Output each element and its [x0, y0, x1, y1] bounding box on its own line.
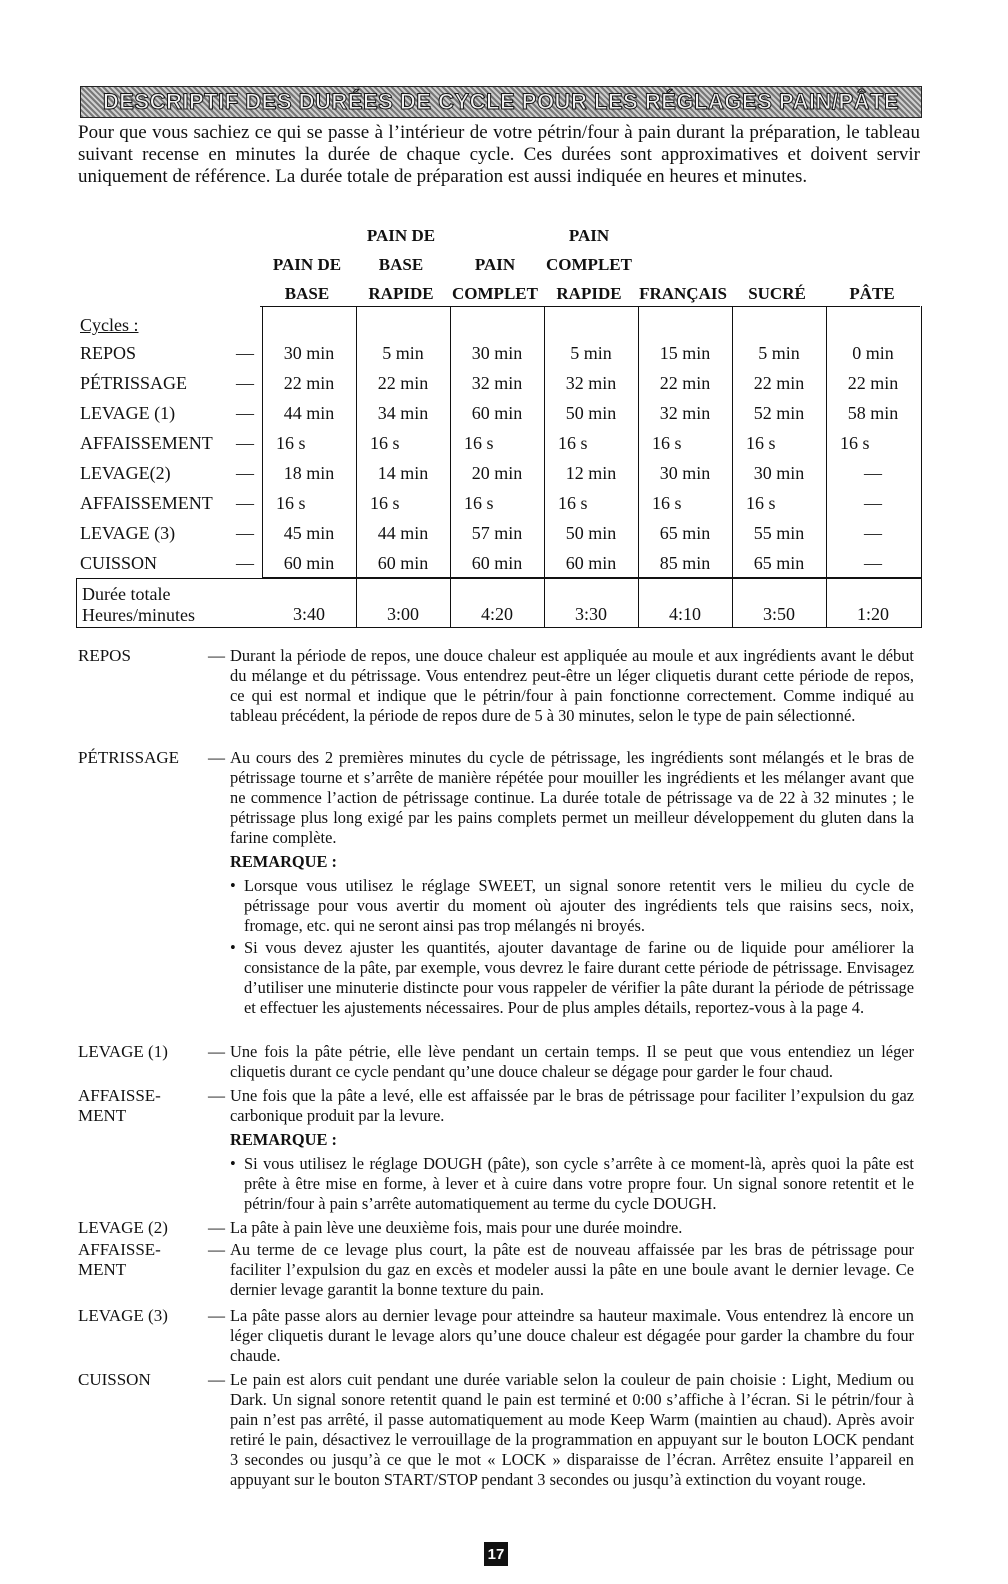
cycles-label: Cycles : — [80, 315, 139, 335]
table-row-label: LEVAGE(2) — [80, 463, 171, 483]
table-cell: 60 min — [565, 553, 617, 573]
table-cell: 30 min — [659, 463, 711, 483]
table-cell: 22 min — [753, 373, 805, 393]
table-cell: — — [864, 553, 882, 573]
table-cell: 5 min — [382, 343, 424, 363]
table-row-label: REPOS — [80, 343, 137, 363]
table-cell: 65 min — [753, 553, 805, 573]
table-cell: 32 min — [565, 373, 617, 393]
dash: — — [236, 463, 254, 483]
dash: — — [208, 646, 225, 665]
table-cell: 50 min — [565, 403, 617, 423]
desc-affaissement-1: Une fois que la pâte a levé, elle est affaissée par le bras de pétrissage pour faciliter l’expulsion du gaz carbonique produit par la levure. — [230, 1086, 914, 1125]
total-label: Durée totale Heures/minutes — [82, 584, 195, 625]
section-title-banner — [80, 86, 922, 118]
table-row-label: AFFAISSEMENT — [80, 493, 213, 513]
table-cell: 16 s — [276, 433, 306, 453]
table-cell: 16 s — [746, 433, 776, 453]
desc-petrissage: Au cours des 2 premières minutes du cycle de pétrissage, les ingrédients sont mélangés et le bras de pétrissage tourne et s’arrête de manière répétée pour mouiller les ingrédients et les mélanger avant que ne commence l’action de pétrissage continue. La durée totale de pétrissage va de 22 à 32 minutes ; le pétrissage plus long exigé par les pains complets permet un meilleur développement du gluten dans la farine complète. — [230, 748, 914, 847]
intro-paragraph: Pour que vous sachiez ce qui se passe à l’intérieur de votre pétrin/four à pain durant la préparation, le tableau suivant recense en minutes la durée de chaque cycle. Ces durées sont approximatives et doivent servir uniquement de référence. La durée totale de préparation est aussi indiquée en heures et minutes. — [78, 122, 920, 187]
header-mid-col2: BASE — [378, 255, 424, 274]
table-cell: 30 min — [753, 463, 805, 483]
table-cell: 16 s — [370, 493, 400, 513]
term-levage-1: LEVAGE (1) — [78, 1042, 168, 1061]
dash: — — [236, 433, 254, 453]
table-cell: 16 s — [746, 493, 776, 513]
section-title: DESCRIPTIF DES DURÉES DE CYCLE POUR LES RÉGLAGES PAIN/PÂTE — [102, 89, 900, 114]
table-cell: 85 min — [659, 553, 711, 573]
table-cell: 50 min — [565, 523, 617, 543]
table-cell: 22 min — [283, 373, 335, 393]
table-cell: 16 s — [652, 493, 682, 513]
table-cell: 22 min — [659, 373, 711, 393]
note-bullet-adjust: • Si vous devez ajuster les quantités, ajouter davantage de farine ou de liquide pour améliorer la consistance de la pâte, par exemple, vous devrez le faire durant cette période de pétrissage. Envisagez d’utiliser une minuterie distincte pour vous rappeler de vérifier la pâte durant la période de pétrissage et effectuer les ajustements nécessaires. Pour de plus amples détails, reportez-vous à la page 4. — [230, 938, 914, 1017]
table-row-label: AFFAISSEMENT — [80, 433, 213, 453]
table-cell: 16 s — [840, 433, 870, 453]
total-cell: 3:40 — [292, 604, 325, 624]
header-mid-col4: COMPLET — [546, 255, 632, 274]
dash: — — [208, 1042, 225, 1061]
table-cell: 22 min — [377, 373, 429, 393]
desc-cuisson: Le pain est alors cuit pendant une durée variable selon la couleur de pain choisie : Light, Medium ou Dark. Un signal sonore retentit quand le pain est terminé et 0:00 s’affiche à l’écran. Si le pétrin/four à pain n’est pas arrêté, il passe automatiquement au mode Keep Warm (maintien au chaud). Après avoir retiré le pain, désactivez le verrouillage de la programmation en appuyant sur le bouton LOCK pendant 3 secondes ou jusqu’à ce que le mot « LOCK » disparaisse de l’écran. Arrêtez ensuite l’appareil en appuyant sur le bouton START/STOP pendant 3 secondes ou jusqu’à extinction du voyant rouge. — [230, 1370, 914, 1489]
table-cell: 22 min — [847, 373, 899, 393]
total-cell: 1:20 — [856, 604, 889, 624]
table-cell: — — [864, 493, 882, 513]
header-top-col2: PAIN DE — [366, 226, 436, 245]
table-cell: 60 min — [377, 553, 429, 573]
table-cell: 57 min — [471, 523, 523, 543]
column-header: RAPIDE — [542, 284, 636, 307]
table-cell: 16 s — [464, 433, 494, 453]
table-cell: 44 min — [377, 523, 429, 543]
table-cell: 18 min — [283, 463, 335, 483]
table-cell: 34 min — [377, 403, 429, 423]
remarque-heading: REMARQUE : — [230, 1130, 337, 1149]
table-cell: 32 min — [659, 403, 711, 423]
total-cell: 4:10 — [668, 604, 701, 624]
remarque-heading: REMARQUE : — [230, 852, 337, 871]
table-cell: 16 s — [464, 493, 494, 513]
column-header: PÂTE — [824, 284, 920, 307]
note-bullet-dough: • Si vous utilisez le réglage DOUGH (pâte), son cycle s’arrête à ce moment-là, après quoi la pâte est prête à être mise en forme, à lever et à cuire dans votre propre four. Un signal sonore retentit et le pétrin/four à pain s’arrête automatiquement au terme du cycle DOUGH. — [230, 1154, 914, 1213]
column-header: COMPLET — [448, 284, 542, 307]
column-header: RAPIDE — [354, 284, 448, 307]
total-cell: 3:30 — [574, 604, 607, 624]
total-cell: 4:20 — [480, 604, 513, 624]
table-cell: 14 min — [377, 463, 429, 483]
dash: — — [208, 748, 225, 767]
total-cell: 3:00 — [386, 604, 419, 624]
table-cell: 5 min — [570, 343, 612, 363]
table-cell: 60 min — [471, 553, 523, 573]
table-cell: 58 min — [847, 403, 899, 423]
dash: — — [208, 1240, 225, 1259]
dash: — — [236, 523, 254, 543]
term-levage-3: LEVAGE (3) — [78, 1306, 168, 1325]
table-cell: 60 min — [471, 403, 523, 423]
bullet-dot: • — [230, 1154, 236, 1173]
table-cell: 45 min — [283, 523, 335, 543]
desc-repos: Durant la période de repos, une douce chaleur est appliquée au moule et aux ingrédients avant le début du mélange et du pétrissage. Vous entendrez peut-être un léger cliquetis durant cette période de repos, ce qui est normal et indique que le pétrin/four à pain fonctionne correctement. Comme indiqué au tableau précédent, la période de repos dure de 5 à 30 minutes, selon le type de pain sélectionné. — [230, 646, 914, 725]
term-affaissement-1: AFFAISSE- MENT — [78, 1086, 161, 1125]
term-repos: REPOS — [78, 646, 131, 665]
table-row-label: CUISSON — [80, 553, 158, 573]
column-header: BASE — [260, 284, 354, 307]
column-header: SUCRÉ — [730, 284, 824, 307]
term-cuisson: CUISSON — [78, 1370, 151, 1389]
desc-levage-3: La pâte passe alors au dernier levage pour atteindre sa hauteur maximale. Vous entendrez là encore un léger cliquetis durant le levage alors qu’une douce chaleur est dégagée pour garder la chambre du four chaude. — [230, 1306, 914, 1365]
dash: — — [236, 493, 254, 513]
dash: — — [236, 553, 254, 573]
table-cell: 44 min — [283, 403, 335, 423]
table-cell: 16 s — [558, 433, 588, 453]
note-bullet-sweet: • Lorsque vous utilisez le réglage SWEET, un signal sonore retentit vers le milieu du cycle de pétrissage pour vous avertir du moment où ajouter des ingrédients tels que raisins secs, noix, fromage, etc. qui ne seront ainsi pas trop mélangés ni broyés. — [230, 876, 914, 935]
table-cell: 16 s — [652, 433, 682, 453]
table-cell: 55 min — [753, 523, 805, 543]
table-cell: 5 min — [758, 343, 800, 363]
dash: — — [236, 343, 254, 363]
table-cell: 60 min — [283, 553, 335, 573]
table-cell: — — [864, 523, 882, 543]
table-row-label: LEVAGE (3) — [80, 523, 176, 543]
column-header: FRANÇAIS — [636, 284, 730, 307]
table-cell: 32 min — [471, 373, 523, 393]
table-cell: 20 min — [471, 463, 523, 483]
table-cell: 52 min — [753, 403, 805, 423]
table-row-label: LEVAGE (1) — [80, 403, 176, 423]
dash: — — [236, 403, 254, 423]
total-cell: 3:50 — [762, 604, 795, 624]
header-top-col4: PAIN — [568, 226, 610, 245]
desc-affaissement-2: Au terme de ce levage plus court, la pâte est de nouveau affaissée par les bras de pétrissage pour faciliter l’expulsion du gaz en excès et modeler aussi la pâte en une boule avant le dernier levage. Ce dernier levage garantit la bonne texture du pain. — [230, 1240, 914, 1299]
dash: — — [208, 1086, 225, 1105]
term-petrissage: PÉTRISSAGE — [78, 748, 180, 767]
table-cell: 65 min — [659, 523, 711, 543]
table-cell: 30 min — [471, 343, 523, 363]
desc-levage-1: Une fois la pâte pétrie, elle lève pendant un certain temps. Il se peut que vous entendiez un léger cliquetis durant ce cycle pendant qu’une douce chaleur se dégage pour garder le four chaud. — [230, 1042, 914, 1081]
term-levage-2: LEVAGE (2) — [78, 1218, 168, 1237]
table-cell: 12 min — [565, 463, 617, 483]
dash: — — [208, 1370, 225, 1389]
table-cell: 15 min — [659, 343, 711, 363]
header-mid-col1: PAIN DE — [272, 255, 342, 274]
dash: — — [236, 373, 254, 393]
table-cell: 16 s — [558, 493, 588, 513]
table-cell: — — [864, 463, 882, 483]
table-row-label: PÉTRISSAGE — [80, 373, 188, 393]
dash: — — [208, 1306, 225, 1325]
term-affaissement-2: AFFAISSE- MENT — [78, 1240, 161, 1279]
bullet-dot: • — [230, 876, 236, 895]
table-cell: 0 min — [852, 343, 894, 363]
header-mid-col3: PAIN — [474, 255, 516, 274]
bullet-dot: • — [230, 938, 236, 957]
table-cell: 16 s — [276, 493, 306, 513]
page-number: 17 — [484, 1542, 508, 1566]
table-cell: 16 s — [370, 433, 400, 453]
table-cell: 30 min — [283, 343, 335, 363]
desc-levage-2: La pâte à pain lève une deuxième fois, mais pour une durée moindre. — [230, 1218, 683, 1237]
dash: — — [208, 1218, 225, 1237]
